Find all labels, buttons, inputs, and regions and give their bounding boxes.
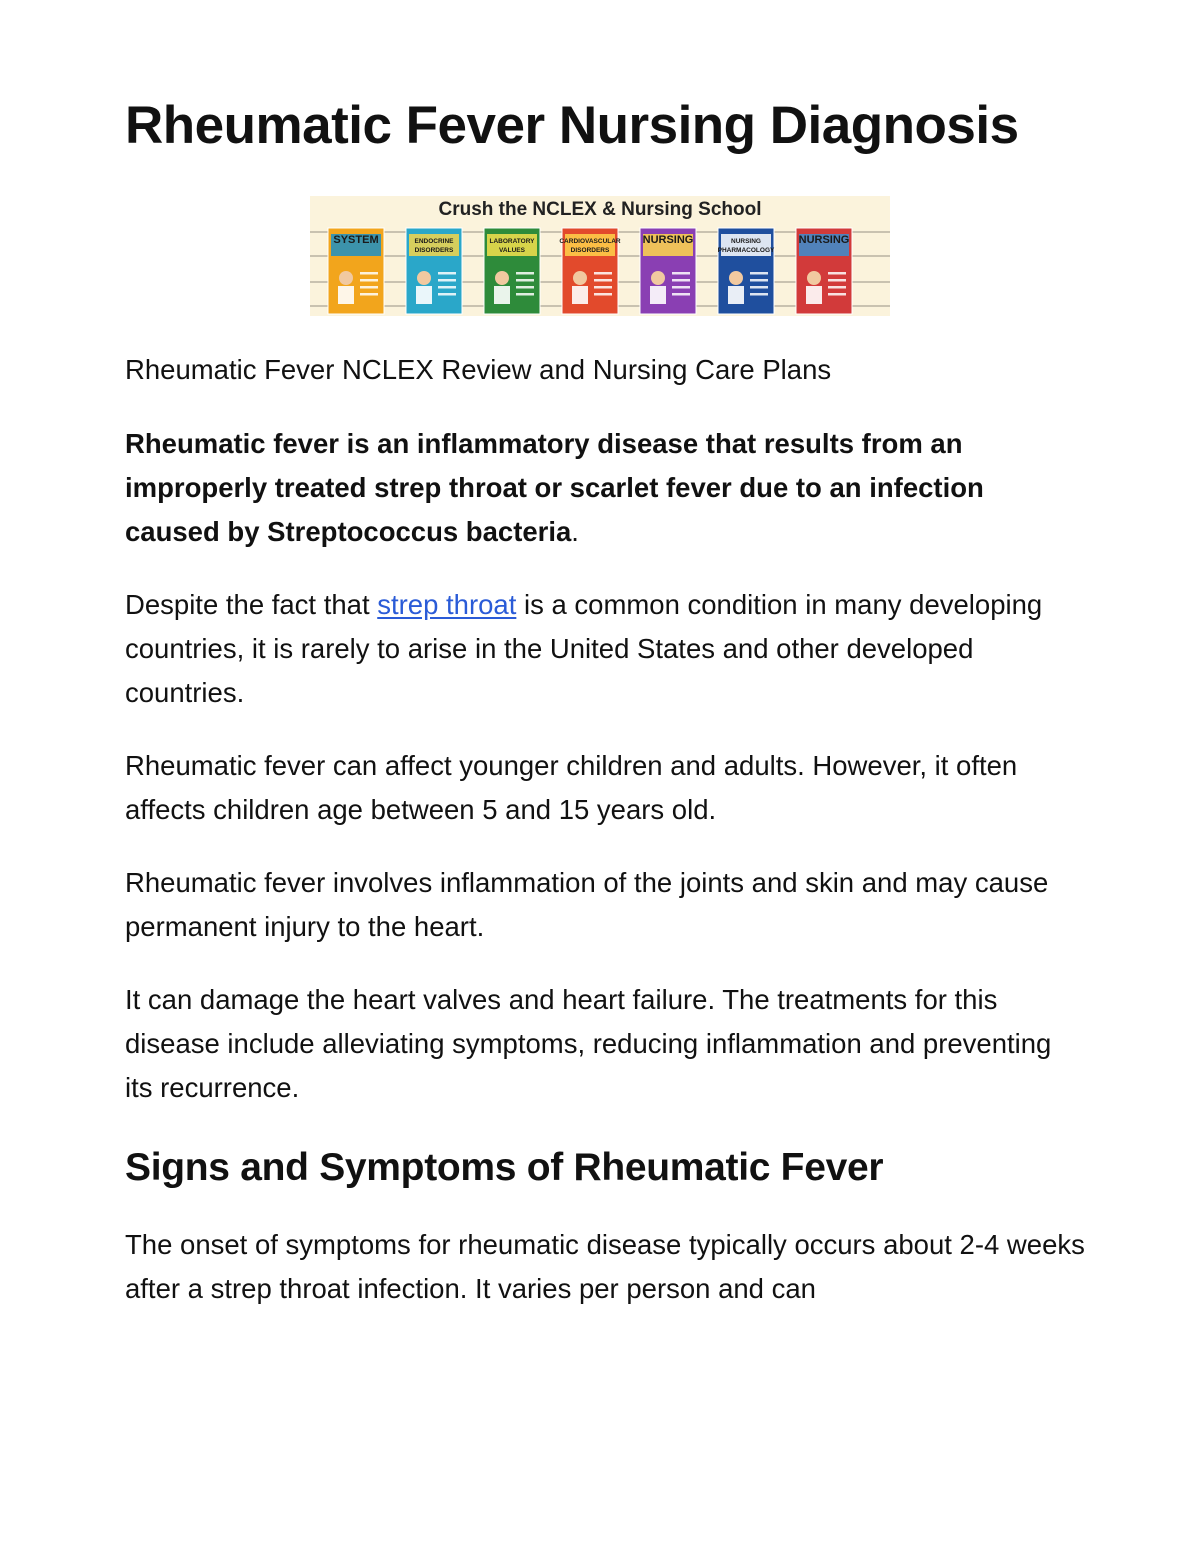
book-cover [484, 228, 540, 314]
book-title-text: ENDOCRINE [414, 238, 454, 245]
article-subtitle: Rheumatic Fever NCLEX Review and Nursing Care Plans [125, 354, 832, 385]
book-title-text: VALUES [499, 247, 525, 254]
book-title-text: NURSING [731, 238, 761, 245]
paragraph-strep-throat [125, 583, 1085, 715]
article [125, 92, 1085, 1311]
book-title-text: CARDIOVASCULAR [559, 238, 621, 245]
page-title: Rheumatic Fever Nursing Diagnosis [125, 96, 1019, 155]
book-title-text: NURSING [642, 234, 694, 246]
book-title-text: DISORDERS [414, 247, 454, 254]
book-title-text: DISORDERS [570, 247, 610, 254]
book-title-text: SYSTEM [333, 234, 379, 246]
nclex-banner-ad[interactable] [310, 196, 890, 316]
book-title-text: NURSING [798, 234, 850, 246]
paragraph-treatment: It can damage the heart valves and heart failure. The treatments for this disease include alleviating symptoms, reducing inflammation and preventing its recurrence. [125, 984, 1052, 1103]
book-title-text: PHARMACOLOGY [717, 247, 775, 254]
p1-after-text: is a common condition in many developing countries, it is rarely to arise in the United States and other developed countries. [125, 589, 1043, 708]
paragraph-age: Rheumatic fever can affect younger children and adults. However, it often affects children age between 5 and 15 years old. [125, 750, 1018, 825]
paragraph-inflammation: Rheumatic fever involves inflammation of the joints and skin and may cause permanent injury to the heart. [125, 867, 1049, 942]
book-cover [640, 228, 696, 314]
book-cover [796, 228, 852, 314]
paragraph-onset: The onset of symptoms for rheumatic disease typically occurs about 2-4 weeks after a strep throat infection. It varies per person and can [125, 1229, 1085, 1304]
p1-before-text: Despite the fact that [125, 589, 378, 620]
banner-heading: Crush the NCLEX & Nursing School [438, 199, 762, 220]
nclex-banner-image [310, 196, 890, 316]
lead-text: Rheumatic fever is an inflammatory disease that results from an improperly treated strep throat or scarlet fever due to an infection caused by Streptococcus bacteria [125, 428, 984, 547]
strep-throat-link[interactable]: strep throat [377, 589, 517, 620]
book-cover [559, 228, 621, 314]
book-title-text: LABORATORY [489, 238, 535, 245]
book-covers [328, 228, 852, 314]
lead-period: . [571, 516, 579, 547]
book-cover [718, 228, 775, 314]
section-heading-signs-symptoms: Signs and Symptoms of Rheumatic Fever [125, 1146, 884, 1189]
book-cover [406, 228, 462, 314]
lead-paragraph [125, 422, 1085, 554]
book-cover [328, 228, 384, 314]
